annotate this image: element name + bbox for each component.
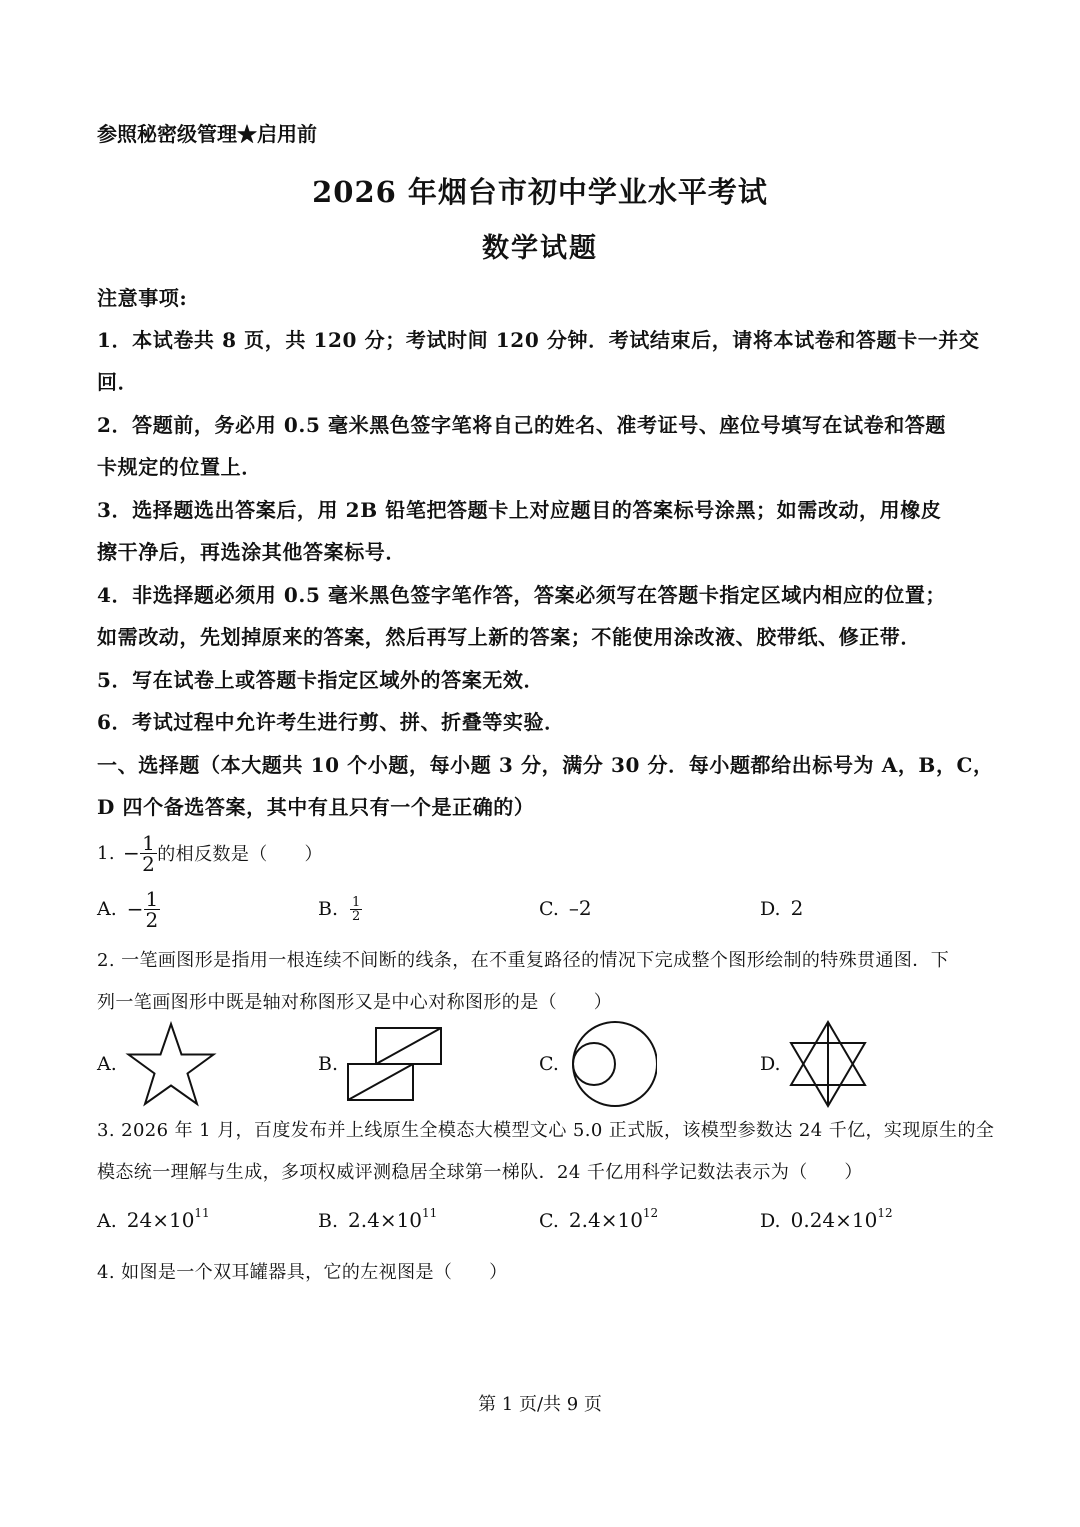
- notice-heading: 注意事项:: [97, 286, 188, 310]
- question-3-line: 模态统一理解与生成，多项权威评测稳居全球第一梯队．24 千亿用科学记数法表示为（ ）: [97, 1162, 863, 1183]
- option-c[interactable]: [539, 896, 592, 920]
- denominator: 2: [142, 851, 156, 876]
- notice-line: 5．写在试卷上或答题卡指定区域外的答案无效．: [97, 668, 545, 692]
- section-heading: 一、选择题（本大题共 10 个小题，每小题 3 分，满分 30 分．每小题都给出标号为 A，B，C，: [97, 753, 994, 777]
- notice-line: 卡规定的位置上．: [97, 455, 262, 479]
- subject-title: 数学试题: [482, 233, 598, 264]
- option-label: B.: [318, 1053, 339, 1075]
- option-label: B.: [318, 1210, 339, 1232]
- option-value: 24×10: [126, 1208, 195, 1232]
- option-b[interactable]: [318, 1208, 437, 1232]
- question-4: 4. 如图是一个双耳罐器具，它的左视图是（ ）: [97, 1262, 508, 1283]
- numerator: 1: [352, 894, 361, 910]
- minus-sign: −: [126, 897, 144, 921]
- notice-line: 6．考试过程中允许考生进行剪、拼、折叠等实验．: [97, 710, 565, 734]
- question-2-line: 列一笔画图形中既是轴对称图形又是中心对称图形的是（ ）: [97, 992, 613, 1013]
- question-3-line: 3. 2026 年 1 月，百度发布并上线原生全模态大模型文心 5.0 正式版，该模型参数达 24 千亿，实现原生的全: [97, 1120, 995, 1141]
- option-value: 2.4×10: [348, 1208, 423, 1232]
- exponent: 11: [194, 1206, 210, 1220]
- exponent: 12: [877, 1206, 893, 1220]
- confidential-label: 参照秘密级管理★启用前: [97, 122, 317, 146]
- denominator: 2: [352, 908, 361, 924]
- notice-line: 如需改动，先划掉原来的答案，然后再写上新的答案；不能使用涂改液、胶带纸、修正带．: [97, 625, 921, 649]
- option-label: B.: [318, 898, 339, 920]
- option-label: A.: [97, 1210, 117, 1232]
- hexagram-icon: [787, 1019, 869, 1109]
- question-2-line: 2. 一笔画图形是指用一根连续不间断的线条，在不重复路径的情况下完成整个图形绘制的特殊贯通图．下: [97, 950, 950, 971]
- notice-line: 擦干净后，再选涂其他答案标号．: [97, 540, 406, 564]
- option-a[interactable]: [97, 1208, 210, 1232]
- option-label: C.: [539, 1053, 559, 1075]
- notice-line: 4．非选择题必须用 0.5 毫米黑色签字笔作答，答案必须写在答题卡指定区域内相应的位置；: [97, 583, 947, 607]
- option-label: C.: [539, 898, 559, 920]
- option-a[interactable]: [97, 1020, 217, 1108]
- fraction: [350, 896, 362, 923]
- option-label: A.: [97, 898, 117, 920]
- option-value: –2: [568, 896, 592, 920]
- option-value: 2: [790, 896, 804, 920]
- question-number: 1.: [97, 842, 115, 864]
- numerator: 1: [142, 830, 156, 855]
- notice-line: 2．答题前，务必用 0.5 毫米黑色签字笔将自己的姓名、准考证号、座位号填写在试卷和答题: [97, 413, 947, 437]
- question-1: [97, 828, 323, 878]
- notice-line: 1．本试卷共 8 页，共 120 分；考试时间 120 分钟．考试结束后，请将本试卷和答题卡一并交: [97, 328, 980, 352]
- option-d[interactable]: [760, 1208, 893, 1232]
- option-label: A.: [97, 1053, 117, 1075]
- option-label: D.: [760, 1210, 781, 1232]
- exponent: 11: [422, 1206, 438, 1220]
- exam-title: 2026 年烟台市初中学业水平考试: [312, 175, 768, 209]
- numerator: 1: [145, 886, 159, 911]
- option-c[interactable]: [539, 1018, 657, 1110]
- exponent: 12: [642, 1206, 659, 1220]
- option-value: 0.24×10: [790, 1208, 878, 1232]
- parallelogram-squares-icon: [346, 1024, 446, 1104]
- option-label: D.: [760, 1053, 781, 1075]
- option-b[interactable]: [318, 1022, 446, 1106]
- option-label: D.: [760, 898, 781, 920]
- option-d[interactable]: [760, 1018, 869, 1110]
- question-text: 的相反数是（ ）: [157, 844, 323, 865]
- notice-line: 回．: [97, 370, 139, 394]
- option-value: 2.4×10: [568, 1208, 643, 1232]
- minus-sign: −: [122, 841, 141, 865]
- option-b[interactable]: [318, 884, 362, 934]
- fraction: [144, 886, 161, 932]
- notice-line: 3．选择题选出答案后，用 2B 铅笔把答题卡上对应题目的答案标号涂黑；如需改动，用橡皮: [97, 498, 942, 522]
- star-icon: [125, 1021, 217, 1107]
- option-label: C.: [539, 1210, 559, 1232]
- option-a[interactable]: [97, 884, 160, 934]
- fraction: [140, 830, 157, 876]
- nested-circles-icon: [565, 1018, 657, 1110]
- denominator: 2: [145, 907, 159, 932]
- option-d[interactable]: [760, 896, 803, 920]
- option-c[interactable]: [539, 1208, 658, 1232]
- section-heading: D 四个备选答案，其中有且只有一个是正确的）: [97, 795, 535, 819]
- page-number: 第 1 页/共 9 页: [478, 1394, 602, 1415]
